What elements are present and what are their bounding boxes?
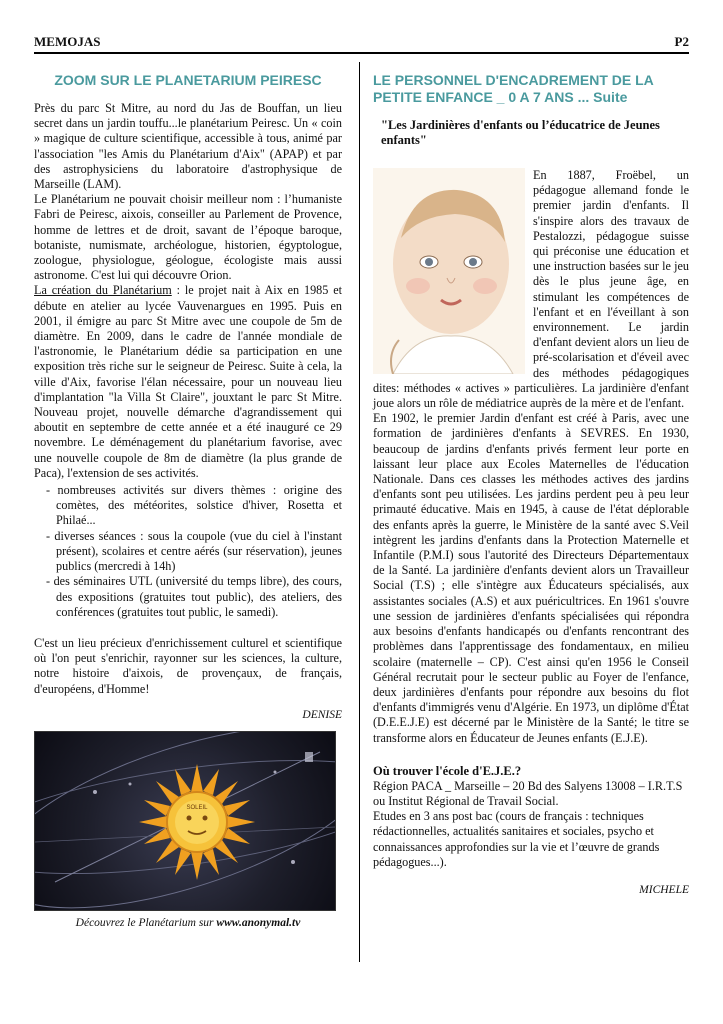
where-address: Région PACA _ Marseille – 20 Bd des Salyens 13008 – I.R.T.S ou Institut Régional de Travail Social. [373, 778, 683, 808]
early-childhood-article [373, 72, 689, 896]
planetarium-intro: Près du parc St Mitre, au nord du Jas de Bouffan, un lieu secret dans un jardin touffu...le planétarium Peiresc. Un « coin » magique de culture scientifique, accessible à tous, animé par l'association "les Amis du Planétarium d'Aix" (APAP) et par des astrophysiciens du laboratoire d'astrophysique de Marseille (LAM). [34, 101, 342, 192]
peiresc-paragraph: Le Planétarium ne pouvait choisir meilleur nom : l’humaniste Fabri de Peiresc, aixois, conseiller au Parlement de Provence, homme de lettres et de droit, savant de l’époque baroque, botaniste, numismate, archéologue, historien, égyptologue, zoologue, physiologue, géologue, écologiste mais aussi astronome. C'est lui qui découvre Orion. [34, 192, 342, 283]
baby-portrait [373, 168, 525, 374]
article-subtitle: "Les Jardinières d'enfants ou l’éducatrice de Jeunes enfants" [381, 118, 660, 147]
author-denise: DENISE [302, 708, 342, 721]
froebel-paragraph: En 1887, Froëbel, un pédagogue allemand fonde le premier jardin d'enfants. Il s'inspire alors des travaux de Pestalozzi, pédagogue suisse qui préconise une éducation et une instruction basées sur le jeu dès le plus jeune âge, en stimulant les compétences de l'enfant et en l'éveillant à son environnement. Le jardin d'enfant devient alors un lieu de pré-scolarisation et d'éveil avec des méthodes pédagogiques dites: méthodes « actives » particulières. La jardinière d'enfant joue alors un rôle de médiatrice auprès de la mère et de l'enfant. [373, 168, 689, 411]
planetarium-title: ZOOM SUR LE PLANETARIUM PEIRESC [54, 72, 322, 88]
activity-item: - des séminaires UTL (université du temps libre), des cours, des expositions (gratuites tout public), des ateliers, des conférences (gratuites tout public, le samedi). [46, 574, 342, 619]
website-link[interactable]: www.anonymal.tv [216, 916, 301, 929]
conclusion-paragraph: C'est un lieu précieux d'enrichissement culturel et scientifique où l'on peut s'enrichir, rayonner sur les sciences, la culture, notre histoire d'aixois, de provençaux, de français, d'européens, d'Homme! [34, 635, 342, 696]
column-divider [359, 62, 360, 962]
author-michele: MICHELE [639, 883, 689, 896]
newsletter-name: MEMOJAS [34, 34, 101, 49]
history-paragraph: En 1902, le premier Jardin d'enfant est créé à Paris, avec une formation de jardinières d'enfants à SEVRES. En 1930, beaucoup de jardins d'enfants privés ferment leur porte en laissant leur place aux Ecoles Maternelles de l'éducation Nationale. Dans ces classes les méthodes actives des jardins d'enfants sont peu utilisées. Les jardins perdent peu à peu leur primauté éducative. Mais en 1945, à cause de l'état déplorable des enfants après la guerre, le Ministère de la santé avec S.Veil intègrent les jardins d'enfants dans la Protection Maternelle et Infantile (P.M.I) sous l'autorité des Directeurs Départementaux de la Santé. La jardinière d'enfants devient alors un Travailleur Social (T.S) ; elle s'intègre aux Éducateurs spécialisés, aux assistantes sociales (A.S) et aux puéricultrices. En 1961 s'ouvre une session de jardinières d'enfants spécialisées qui répondra aux besoins d'enfants handicapés ou d'enfants rencontrant des problèmes dans l'apprentissage des fondamentaux, en milieu scolaire (maternelle – CP). C'est ainsi qu'en 1956 le Conseil Général recrutait pour le secteur public au Foyer de l'enfance, deux jardinières d'enfants pour répondre aux besoins du flot d'enfants d'immigrés venu d'Algérie. En 1973, un diplôme d'État (D.E.E.J.E) est décerné par le Ministère de la Santé; le titre se transforme alors en Éducateur de Jeunes enfants (E.J.E). [373, 411, 689, 745]
sun-icon [139, 764, 255, 880]
creation-paragraph [34, 283, 342, 481]
early-childhood-title: LE PERSONNEL D'ENCADREMENT DE LA PETITE ENFANCE _ 0 A 7 ANS ... Suite [373, 72, 654, 105]
where-studies: Etudes en 3 ans post bac (cours de français : techniques rédactionnelles, actualités sanitaires et sociales, psycho et connaissances approfondies sur la vie et l’œuvre de grands pédagogues...). [373, 809, 660, 869]
header-rule [34, 52, 689, 54]
page-number: P2 [674, 34, 689, 49]
creation-text: : le projet nait à Aix en 1985 et débute en atelier au lycée Vauvenargues en 1995. Puis en 2001, il émigre au parc St Mitre avec une coupole de 5m de diamètre. En 2009, dans le cadre de l'année mondiale de l'astronomie, le Planétarium dédie sa participation en une exposition très riche sur le seigneur de Peiresc. Suite à cela, la ville d'Aix, favorise l'élan nécessaire, pour un nouveau lieu d'implantation "la Villa St Claire", jouxtant le parc St Mitre. Nouveau projet, nouvelle démarche d'agrandissement qui aboutit en septembre de cette année et a été inauguré ce 29 novembre. Le déménagement du planétarium favorise, avec une nouvelle coupole de 8m de diamètre (la plus grande de Paca), l'extension de ses activités. [34, 283, 343, 480]
where-heading: Où trouver l'école d'E.J.E.? [373, 763, 522, 778]
caption-text: Découvrez le Planétarium sur [75, 916, 217, 929]
photo-caption [34, 917, 342, 929]
sun-label: SOLEIL [186, 804, 208, 811]
creation-label: La création du Planétarium [34, 283, 172, 298]
activity-item: - diverses séances : sous la coupole (vue du ciel à l'instant présent), scolaires et centre aérés (sur réservation), jeunes publics (mercredi à 14h) [46, 528, 342, 574]
activity-item: - nombreuses activités sur divers thèmes : origine des comètes, des météorites, solstice d'hiver, Rosetta et Philaé... [46, 483, 342, 528]
planetarium-article [34, 72, 342, 929]
sun-projection-illustration [35, 732, 335, 910]
activities-list [34, 483, 342, 620]
planetarium-photo [34, 731, 336, 911]
